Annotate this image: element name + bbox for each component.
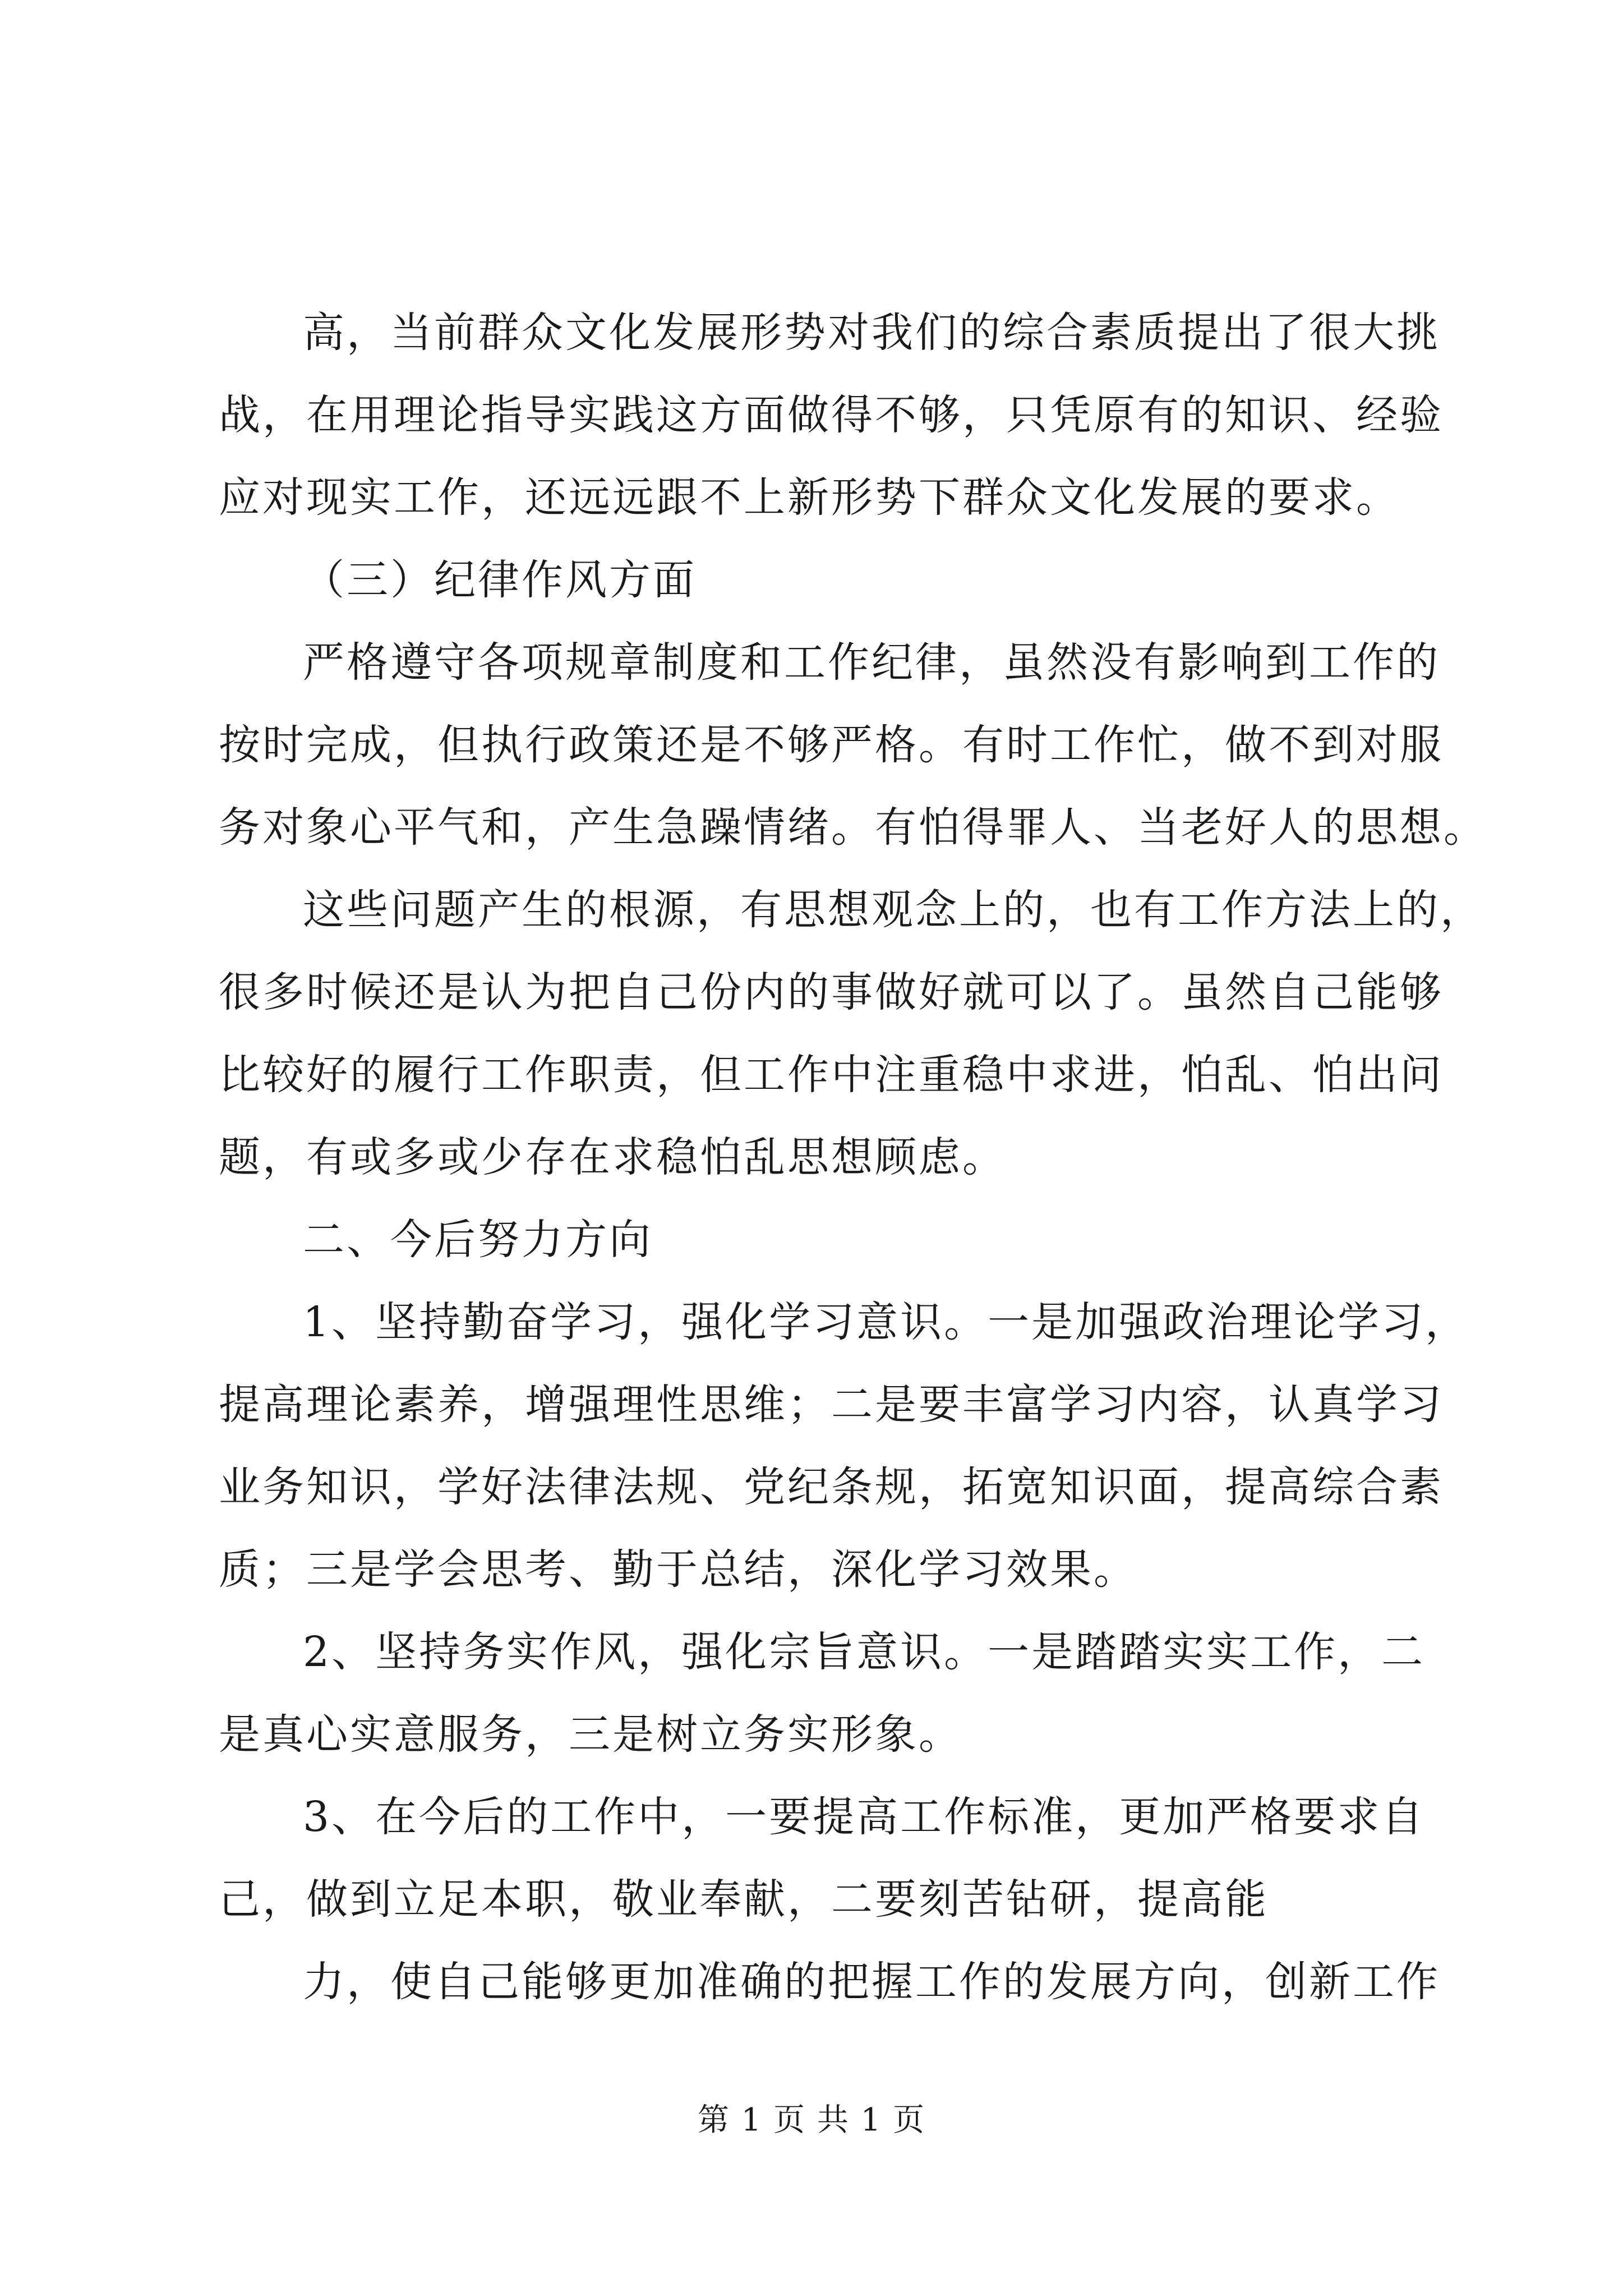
paragraph-line: 提高理论素养，增强理性思维；二是要丰富学习内容，认真学习 bbox=[219, 1381, 1444, 1429]
paragraph-line: 这些问题产生的根源，有思想观念上的，也有工作方法上的， bbox=[303, 886, 1484, 934]
paragraph-line: 高，当前群众文化发展形势对我们的综合素质提出了很大挑 bbox=[303, 309, 1440, 357]
paragraph-line: 务对象心平气和，产生急躁情绪。有怕得罪人、当老好人的思想。 bbox=[219, 803, 1487, 852]
section-heading: （三）纪律作风方面 bbox=[303, 556, 697, 604]
paragraph-line: 力，使自己能够更加准确的把握工作的发展方向，创新工作 bbox=[303, 1958, 1440, 2006]
paragraph-line: 是真心实意服务，三是树立务实形象。 bbox=[219, 1710, 962, 1759]
document-body bbox=[219, 292, 1487, 2023]
paragraph-line: 比较好的履行工作职责，但工作中注重稳中求进，怕乱、怕出问 bbox=[219, 1051, 1444, 1099]
paragraph-line: 1、坚持勤奋学习，强化学习意识。一是加强政治理论学习， bbox=[303, 1298, 1469, 1346]
paragraph-line: 题，有或多或少存在求稳怕乱思想顾虑。 bbox=[219, 1133, 1006, 1181]
paragraph-line: 按时完成，但执行政策还是不够严格。有时工作忙，做不到对服 bbox=[219, 721, 1444, 769]
section-heading: 二、今后努力方向 bbox=[303, 1216, 653, 1264]
paragraph-line: 战，在用理论指导实践这方面做得不够，只凭原有的知识、经验 bbox=[219, 391, 1444, 439]
paragraph-line: 很多时候还是认为把自己份内的事做好就可以了。虽然自己能够 bbox=[219, 968, 1444, 1016]
paragraph-line: 质；三是学会思考、勤于总结，深化学习效果。 bbox=[219, 1545, 1137, 1594]
paragraph-line: 2、坚持务实作风，强化宗旨意识。一是踏踏实实工作，二 bbox=[303, 1628, 1426, 1676]
paragraph-line: 严格遵守各项规章制度和工作纪律，虽然没有影响到工作的 bbox=[303, 638, 1440, 687]
paragraph-line: 3、在今后的工作中，一要提高工作标准，更加严格要求自 bbox=[303, 1793, 1426, 1841]
paragraph-line: 己，做到立足本职，敬业奉献，二要刻苦钻研，提高能 bbox=[219, 1875, 1269, 1924]
paragraph-line: 应对现实工作，还远远跟不上新形势下群众文化发展的要求。 bbox=[219, 473, 1400, 522]
page-footer: 第 1 页 共 1 页 bbox=[697, 2102, 926, 2138]
paragraph-line: 业务知识，学好法律法规、党纪条规，拓宽知识面，提高综合素 bbox=[219, 1463, 1444, 1511]
